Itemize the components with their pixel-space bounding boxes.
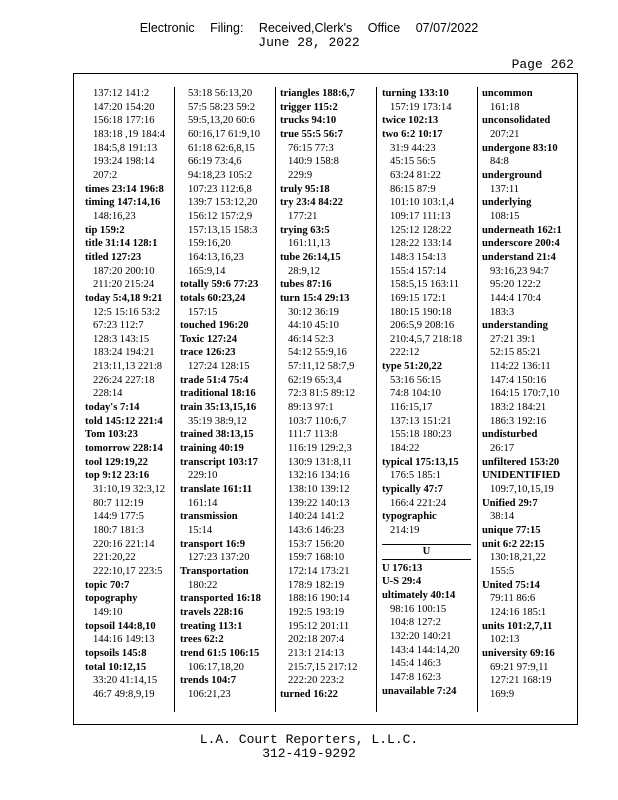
index-continuation: 187:20 200:10	[93, 265, 155, 277]
index-continuation: 109:17 111:13	[390, 210, 451, 222]
index-continuation: 207:2	[93, 169, 118, 181]
index-continuation: 89:13 97:1	[288, 402, 334, 414]
index-continuation: 137:11	[490, 183, 520, 195]
index-continuation: 62:19 65:3,4	[288, 374, 342, 386]
index-continuation: 210:4,5,7 218:18	[390, 333, 463, 345]
index-entry: trend 61:5 106:15	[180, 647, 260, 659]
index-entry: UNIDENTIFIED	[482, 470, 561, 482]
index-entry: type 51:20,22	[382, 361, 443, 373]
index-continuation: 195:12 201:11	[288, 620, 350, 632]
index-entry: tube 26:14,15	[280, 251, 341, 263]
stamp-office: Office	[367, 21, 401, 35]
index-continuation: 155:18 180:23	[390, 429, 452, 441]
index-continuation: 80:7 112:19	[93, 497, 144, 509]
index-continuation: 159:16,20	[188, 238, 231, 250]
index-continuation: 72:3 81:5 89:12	[288, 388, 356, 400]
index-continuation: 144:4 170:4	[490, 292, 541, 304]
index-entry: traditional 18:16	[180, 388, 256, 400]
index-continuation: 76:15 77:3	[288, 142, 334, 154]
index-continuation: 148:3 154:13	[390, 251, 447, 263]
index-continuation: 177:21	[288, 210, 318, 222]
index-continuation: 144:16 149:13	[93, 634, 155, 646]
index-entry: uncommon	[482, 88, 533, 99]
index-continuation: 207:21	[490, 128, 520, 140]
index-continuation: 169:9	[490, 688, 515, 700]
index-continuation: 157:13,15 158:3	[188, 224, 258, 236]
index-entry: training 40:19	[180, 443, 244, 455]
index-entry: tool 129:19,22	[85, 456, 148, 468]
index-continuation: 213:11,13 221:8	[93, 361, 163, 373]
index-entry: underlying	[482, 197, 532, 209]
index-entry: transmission	[180, 511, 238, 523]
index-entry: tip 159:2	[85, 224, 125, 236]
index-continuation: 103:7 110:6,7	[288, 415, 347, 427]
index-entry: Toxic 127:24	[180, 333, 237, 345]
stamp-electronic: Electronic	[139, 21, 195, 35]
index-continuation: 155:4 157:14	[390, 265, 447, 277]
index-continuation: 137:13 151:21	[390, 415, 452, 427]
index-entry: trade 51:4 75:4	[180, 374, 249, 386]
index-entry: understanding	[482, 320, 548, 332]
index-entry: title 31:14 128:1	[85, 238, 158, 250]
index-continuation: 188:16 190:14	[288, 593, 350, 605]
index-continuation: 54:12 55:9,16	[288, 347, 347, 359]
index-entry: today 5:4,18 9:21	[85, 292, 163, 304]
index-continuation: 214:19	[390, 525, 420, 536]
index-continuation: 148:16,23	[93, 210, 136, 222]
index-entry: trying 63:5	[280, 224, 330, 236]
index-entry: touched 196:20	[180, 320, 249, 332]
index-entry: U-S 29:4	[382, 576, 422, 588]
index-continuation: 12:5 15:16 53:2	[93, 306, 161, 318]
index-continuation: 161:18	[490, 101, 520, 113]
index-continuation: 57:11,12 58:7,9	[288, 361, 355, 373]
index-continuation: 63:24 81:22	[390, 169, 441, 181]
index-continuation: 111:7 113:8	[288, 429, 338, 441]
index-continuation: 106:17,18,20	[188, 661, 244, 673]
index-continuation: 107:23 112:6,8	[188, 183, 252, 195]
index-continuation: 202:18 207:4	[288, 634, 345, 646]
index-continuation: 220:16 221:14	[93, 538, 155, 550]
footer	[0, 733, 618, 761]
index-entry: underscore 200:4	[482, 238, 560, 250]
hearing-date: June 28, 2022	[258, 35, 360, 50]
index-entry: Transportation	[180, 565, 249, 577]
section-letter: U	[382, 544, 471, 560]
index-continuation: 116:19 129:2,3	[288, 443, 352, 455]
index-continuation: 161:11,13	[288, 238, 331, 250]
index-entry: units 101:2,7,11	[482, 620, 553, 632]
index-continuation: 84:8	[490, 156, 509, 168]
stamp-date: 07/07/2022	[415, 21, 479, 35]
index-continuation: 53:16 56:15	[390, 374, 441, 386]
index-continuation: 184:22	[390, 443, 420, 455]
index-continuation: 67:23 112:7	[93, 320, 144, 332]
index-entry: titled 127:23	[85, 251, 142, 263]
index-continuation: 213:1 214:13	[288, 647, 345, 659]
index-continuation: 52:15 85:21	[490, 347, 541, 359]
index-entry: undergone 83:10	[482, 142, 558, 154]
index-continuation: 45:15 56:5	[390, 156, 436, 168]
index-continuation: 178:9 182:19	[288, 579, 345, 591]
index-entry: told 145:12 221:4	[85, 415, 163, 427]
index-entry: trees 62:2	[180, 634, 224, 646]
index-column-2	[175, 87, 276, 712]
index-entry: true 55:5 56:7	[280, 128, 343, 140]
index-entry: transcript 103:17	[180, 456, 258, 468]
index-entry: topsoil 144:8,10	[85, 620, 156, 632]
index-column-1	[74, 87, 175, 712]
index-continuation: 44:10 45:10	[288, 320, 339, 332]
index-entry: two 6:2 10:17	[382, 128, 443, 140]
index-continuation: 127:23 137:20	[188, 552, 250, 564]
index-continuation: 222:20 223:2	[288, 675, 345, 687]
index-continuation: 140:9 158:8	[288, 156, 339, 168]
index-entry: truly 95:18	[280, 183, 330, 195]
index-entry: timing 147:14,16	[85, 197, 161, 209]
index-entry: ultimately 40:14	[382, 589, 456, 601]
index-continuation: 147:8 162:3	[390, 671, 441, 683]
index-continuation: 30:12 36:19	[288, 306, 339, 318]
index-continuation: 127:21 168:19	[490, 675, 552, 687]
index-continuation: 183:18 ,19 184:4	[93, 128, 166, 140]
index-continuation: 106:21,23	[188, 688, 231, 700]
index-entry: turned 16:22	[280, 688, 338, 700]
index-continuation: 26:17	[490, 443, 515, 455]
index-continuation: 128:3 143:15	[93, 333, 150, 345]
index-continuation: 79:11 86:6	[490, 593, 536, 605]
index-entry: total 10:12,15	[85, 661, 147, 673]
index-entry: trucks 94:10	[280, 115, 337, 127]
index-entry: unconsolidated	[482, 115, 551, 127]
index-continuation: 166:4 221:24	[390, 497, 447, 509]
index-continuation: 59:5,13,20 60:6	[188, 115, 255, 127]
index-entry: typographic	[382, 511, 437, 523]
index-entry: times 23:14 196:8	[85, 183, 164, 195]
index-entry: Tom 103:23	[85, 429, 138, 441]
index-entry: translate 161:11	[180, 484, 253, 496]
index-entry: U 176:13	[382, 562, 423, 574]
index-entry: totals 60:23,24	[180, 292, 246, 304]
index-entry: unfiltered 153:20	[482, 456, 560, 468]
index-entry: transported 16:18	[180, 593, 261, 605]
index-continuation: 145:4 146:3	[390, 658, 441, 670]
index-entry: Unified 29:7	[482, 497, 538, 509]
reporter-name: L.A. Court Reporters, L.L.C.	[199, 732, 419, 747]
index-entry: today's 7:14	[85, 402, 140, 414]
index-continuation: 95:20 122:2	[490, 279, 541, 291]
index-entry: train 35:13,15,16	[180, 402, 257, 414]
index-entry: topography	[85, 593, 138, 605]
index-entry: underneath 162:1	[482, 224, 562, 236]
index-continuation: 61:18 62:6,8,15	[188, 142, 255, 154]
index-entry: typically 47:7	[382, 484, 443, 496]
index-continuation: 38:14	[490, 511, 515, 523]
index-continuation: 102:13	[490, 634, 520, 646]
index-entry: unavailable 7:24	[382, 685, 457, 697]
index-continuation: 114:22 136:11	[490, 361, 551, 373]
index-continuation: 130:9 131:8,11	[288, 456, 352, 468]
index-entry: turn 15:4 29:13	[280, 292, 350, 304]
index-continuation: 57:5 58:23 59:2	[188, 101, 256, 113]
index-continuation: 183:24 194:21	[93, 347, 155, 359]
index-continuation: 183:2 184:21	[490, 402, 547, 414]
index-continuation: 158:5,15 163:11	[390, 279, 460, 291]
index-continuation: 165:9,14	[188, 265, 226, 277]
index-continuation: 15:14	[188, 525, 213, 536]
index-entry: topsoils 145:8	[85, 647, 147, 659]
index-continuation: 229:9	[288, 169, 313, 181]
index-continuation: 33:20 41:14,15	[93, 675, 158, 687]
index-continuation: 159:7 168:10	[288, 552, 345, 564]
index-entry: typical 175:13,15	[382, 456, 459, 468]
index-continuation: 184:5,8 191:13	[93, 142, 158, 154]
index-continuation: 31:10,19 32:3,12	[93, 484, 166, 496]
index-continuation: 66:19 73:4,6	[188, 156, 242, 168]
index-continuation: 125:12 128:22	[390, 224, 452, 236]
index-column-5	[478, 87, 578, 712]
stamp-received: Received,Clerk's	[258, 21, 353, 35]
index-continuation: 164:15 170:7,10	[490, 388, 560, 400]
index-continuation: 46:14 52:3	[288, 333, 334, 345]
index-entry: tubes 87:16	[280, 279, 332, 291]
index-continuation: 143:6 146:23	[288, 525, 345, 536]
index-continuation: 69:21 97:9,11	[490, 661, 549, 673]
index-entry: totally 59:6 77:23	[180, 279, 259, 291]
index-entry: trained 38:13,15	[180, 429, 254, 441]
index-continuation: 28:9,12	[288, 265, 321, 277]
index-entry: trigger 115:2	[280, 101, 338, 113]
index-entry: undisturbed	[482, 429, 538, 441]
index-continuation: 156:18 177:16	[93, 115, 155, 127]
index-entry: topic 70:7	[85, 579, 130, 591]
index-continuation: 193:24 198:14	[93, 156, 155, 168]
index-continuation: 226:24 227:18	[93, 374, 155, 386]
index-continuation: 229:10	[188, 470, 218, 482]
filing-stamp	[0, 21, 618, 35]
index-continuation: 186:3 192:16	[490, 415, 547, 427]
index-continuation: 74:8 104:10	[390, 388, 441, 400]
index-entry: travels 228:16	[180, 606, 244, 618]
index-entry: understand 21:4	[482, 251, 556, 263]
index-continuation: 180:7 181:3	[93, 525, 144, 536]
index-continuation: 172:14 173:21	[288, 565, 350, 577]
index-continuation: 130:18,21,22	[490, 552, 546, 564]
index-continuation: 221:20,22	[93, 552, 136, 564]
index-continuation: 222:12	[390, 347, 420, 359]
index-continuation: 132:16 134:16	[288, 470, 350, 482]
index-continuation: 156:12 157:2,9	[188, 210, 253, 222]
index-entry: university 69:16	[482, 647, 555, 659]
index-entry: twice 102:13	[382, 115, 439, 127]
index-entry: try 23:4 84:22	[280, 197, 343, 209]
index-entry: turning 133:10	[382, 88, 449, 99]
page-number: Page 262	[511, 57, 574, 72]
index-continuation: 128:22 133:14	[390, 238, 452, 250]
index-column-3	[276, 87, 377, 712]
index-continuation: 109:7,10,15,19	[490, 484, 554, 496]
index-continuation: 124:16 185:1	[490, 606, 547, 618]
index-continuation: 180:15 190:18	[390, 306, 452, 318]
word-index-box	[73, 73, 578, 725]
index-continuation: 139:22 140:13	[288, 497, 350, 509]
index-entry: trace 126:23	[180, 347, 236, 359]
index-continuation: 46:7 49:8,9,19	[93, 688, 155, 700]
index-entry: unit 6:2 22:15	[482, 538, 545, 550]
index-continuation: 153:7 156:20	[288, 538, 345, 550]
index-continuation: 31:9 44:23	[390, 142, 436, 154]
index-continuation: 192:5 193:19	[288, 606, 345, 618]
index-continuation: 94:18,23 105:2	[188, 169, 253, 181]
index-continuation: 228:14	[93, 388, 123, 400]
index-continuation: 140:24 141:2	[288, 511, 345, 523]
index-entry: underground	[482, 169, 542, 181]
index-entry: United 75:14	[482, 579, 540, 591]
index-continuation: 139:7 153:12,20	[188, 197, 258, 209]
index-continuation: 137:12 141:2	[93, 88, 150, 99]
index-continuation: 211:20 215:24	[93, 279, 155, 291]
index-entry: tomorrow 228:14	[85, 443, 163, 455]
index-continuation: 101:10 103:1,4	[390, 197, 455, 209]
index-continuation: 169:15 172:1	[390, 292, 447, 304]
index-continuation: 138:10 139:12	[288, 484, 350, 496]
index-continuation: 27:21 39:1	[490, 333, 536, 345]
index-column-4	[377, 87, 478, 712]
index-continuation: 116:15,17	[390, 402, 433, 414]
index-continuation: 176:5 185:1	[390, 470, 441, 482]
index-continuation: 98:16 100:15	[390, 603, 447, 615]
index-continuation: 222:10,17 223:5	[93, 565, 163, 577]
stamp-filing: Filing:	[210, 21, 244, 35]
index-continuation: 132:20 140:21	[390, 630, 452, 642]
index-continuation: 149:10	[93, 606, 123, 618]
index-continuation: 180:22	[188, 579, 218, 591]
index-entry: top 9:12 23:16	[85, 470, 150, 482]
reporter-phone: 312-419-9292	[262, 746, 356, 761]
index-continuation: 147:20 154:20	[93, 101, 155, 113]
index-continuation: 143:4 144:14,20	[390, 644, 460, 656]
index-continuation: 93:16,23 94:7	[490, 265, 549, 277]
index-continuation: 144:9 177:5	[93, 511, 144, 523]
index-continuation: 157:15	[188, 306, 218, 318]
index-continuation: 164:13,16,23	[188, 251, 244, 263]
index-entry: transport 16:9	[180, 538, 246, 550]
index-entry: trends 104:7	[180, 675, 237, 687]
index-continuation: 60:16,17 61:9,10	[188, 128, 261, 140]
index-continuation: 104:8 127:2	[390, 617, 441, 629]
index-entry: treating 113:1	[180, 620, 243, 632]
index-continuation: 157:19 173:14	[390, 101, 452, 113]
index-continuation: 86:15 87:9	[390, 183, 436, 195]
index-continuation: 35:19 38:9,12	[188, 415, 247, 427]
index-entry: unique 77:15	[482, 525, 541, 536]
index-continuation: 127:24 128:15	[188, 361, 250, 373]
index-continuation: 183:3	[490, 306, 515, 318]
index-continuation: 108:15	[490, 210, 520, 222]
index-continuation: 155:5	[490, 565, 515, 577]
index-continuation: 161:14	[188, 497, 218, 509]
index-continuation: 147:4 150:16	[490, 374, 547, 386]
index-continuation: 215:7,15 217:12	[288, 661, 358, 673]
index-continuation: 206:5,9 208:16	[390, 320, 455, 332]
index-continuation: 53:18 56:13,20	[188, 88, 253, 99]
index-entry: triangles 188:6,7	[280, 88, 355, 99]
